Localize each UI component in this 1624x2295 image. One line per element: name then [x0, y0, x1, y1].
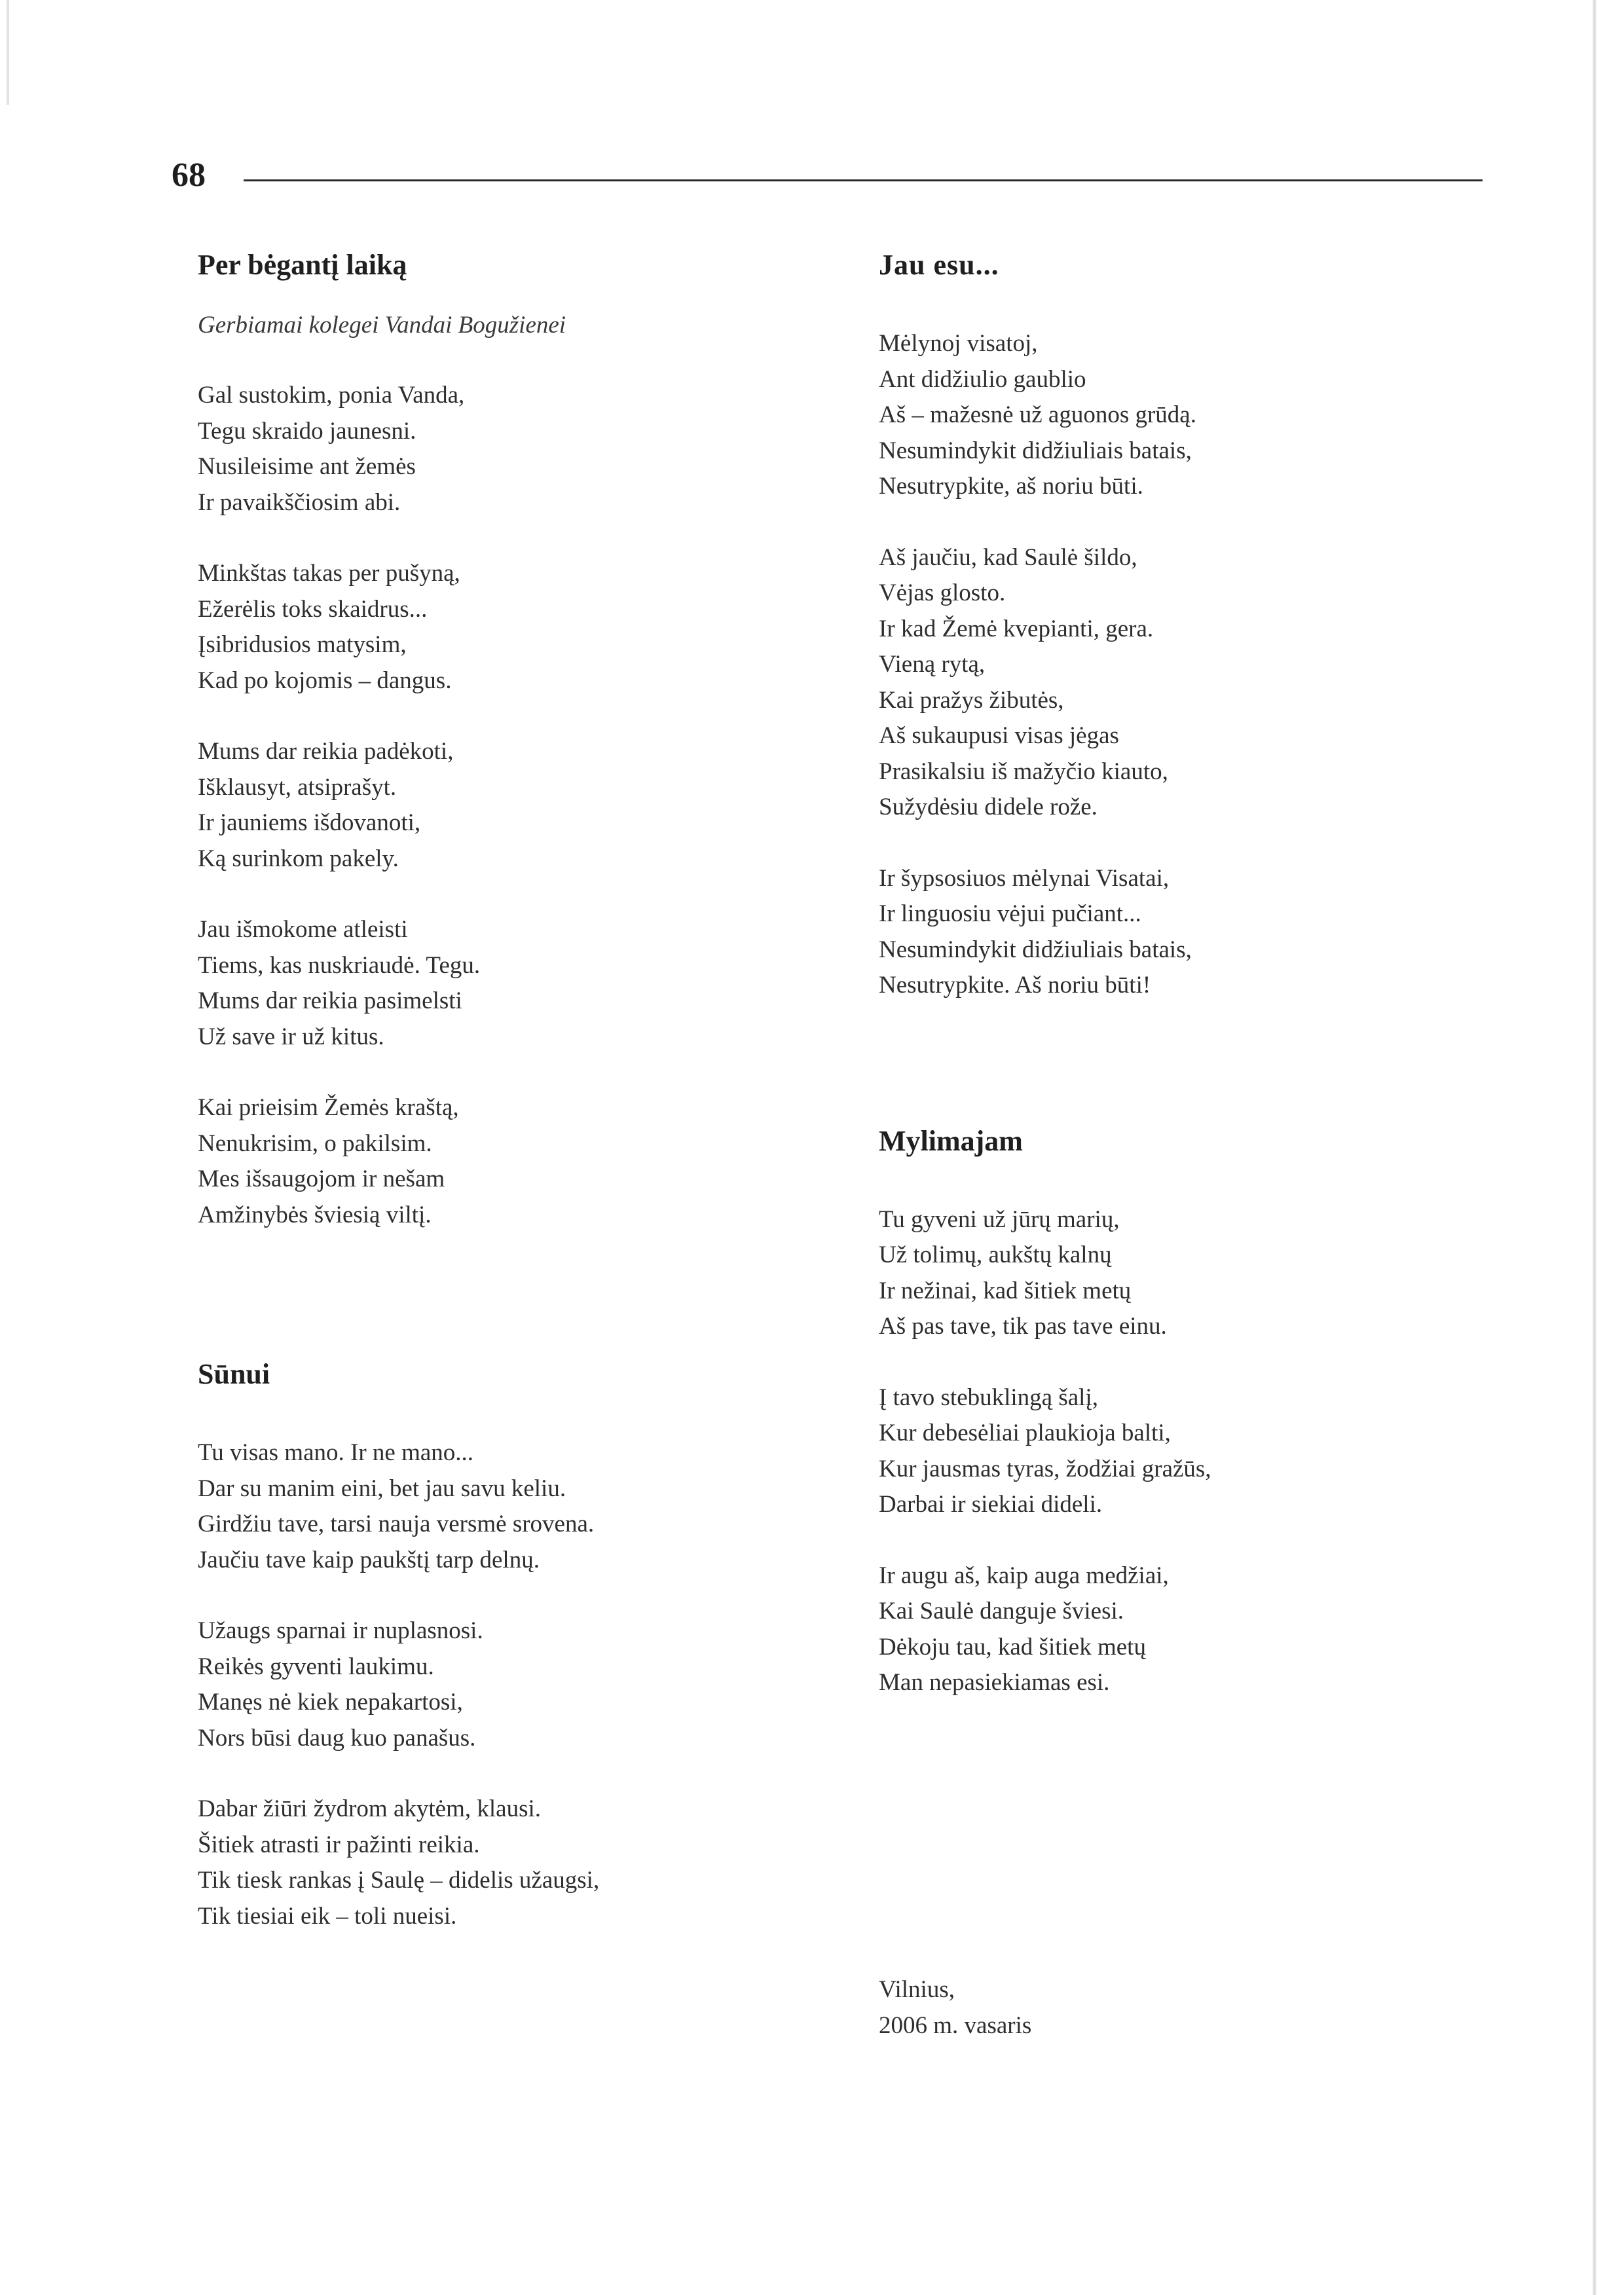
scan-edge-left [7, 0, 9, 105]
verse-line: Aš sukaupusi visas jėgas [879, 722, 1119, 749]
verse-line: Tu gyveni už jūrų marių, [879, 1205, 1120, 1233]
verse-line: Jaučiu tave kaip paukštį tarp delnų. [198, 1546, 540, 1573]
signature [879, 1972, 1031, 2044]
verse-line: Dėkoju tau, kad šitiek metų [879, 1633, 1146, 1661]
signature-place: Vilnius, [879, 1976, 955, 2003]
verse-line: Girdžiu tave, tarsi nauja versmė srovena. [198, 1511, 595, 1537]
verse-line: Nesumindykit didžiuliais batais, [879, 437, 1192, 464]
poem-jau-esu [879, 239, 1468, 1004]
verse-line: Aš pas tave, tik pas tave einu. [879, 1313, 1167, 1340]
verse-line: Dabar žiūri žydrom akytėm, klausi. [198, 1795, 541, 1822]
verse-line: Nors būsi daug kuo panašus. [198, 1724, 476, 1752]
verse-line: Įsibridusios matysim, [198, 631, 407, 658]
verse-line: Ir šypsosiuos mėlynai Visatai, [879, 864, 1170, 892]
verse-line: Vėjas glosto. [879, 579, 1006, 606]
poem-mylimajam [879, 1115, 1468, 1701]
scan-edge-right [1593, 0, 1596, 2295]
stanza [198, 734, 853, 877]
verse-line: Gal sustokim, ponia Vanda, [198, 382, 465, 409]
poem-title: Per bėgantį laiką [198, 249, 407, 281]
verse-line: Mėlynoj visatoj, [879, 330, 1038, 357]
verse-line: Kai prieisim Žemės kraštą, [198, 1094, 459, 1121]
verse-line: Manęs nė kiek nepakartosi, [198, 1689, 463, 1716]
verse-line: Šitiek atrasti ir pažinti reikia. [198, 1831, 480, 1858]
verse-line: Ir nežinai, kad šitiek metų [879, 1277, 1132, 1304]
right-column [879, 239, 1468, 1701]
verse-line: Nesutrypkite, aš noriu būti. [879, 473, 1143, 500]
verse-line: Tik tiesiai eik – toli nueisi. [198, 1902, 457, 1930]
stanza [879, 1558, 1468, 1701]
verse-line: Ir linguosiu vėjui pučiant... [879, 900, 1141, 927]
stanza [879, 1202, 1468, 1345]
verse-line: Kad po kojomis – dangus. [198, 667, 452, 694]
verse-line: Dar su manim eini, bet jau savu keliu. [198, 1475, 566, 1502]
verse-line: Aš jaučiu, kad Saulė šildo, [879, 543, 1137, 571]
verse-line: Ir kad Žemė kvepianti, gera. [879, 615, 1154, 642]
verse-line: Tegu skraido jaunesni. [198, 417, 416, 445]
signature-date: 2006 m. vasaris [879, 2011, 1032, 2039]
verse-line: Ir pavaikščiosim abi. [198, 488, 401, 516]
verse-line: Darbai ir siekiai dideli. [879, 1491, 1103, 1518]
stanza [198, 556, 853, 699]
verse-line: Sužydėsiu didele rože. [879, 794, 1098, 820]
poem-sunui [198, 1348, 853, 1934]
poem-title: Mylimajam [879, 1124, 1023, 1157]
verse-line: Į tavo stebuklingą šalį, [879, 1384, 1098, 1411]
verse-line: Kai pražys žibutės, [879, 686, 1064, 714]
verse-line: Reikės gyventi laukimu. [198, 1653, 434, 1680]
verse-line: Nusileisime ant žemės [198, 453, 416, 480]
verse-line: Amžinybės šviesią viltį. [198, 1201, 432, 1228]
verse-line: Aš – mažesnė už aguonos grūdą. [879, 401, 1196, 428]
verse-line: Išklausyt, atsiprašyt. [198, 773, 397, 801]
verse-line: Tiems, kas nuskriaudė. Tegu. [198, 951, 481, 979]
verse-line: Mums dar reikia padėkoti, [198, 738, 454, 765]
stanza [879, 861, 1468, 1004]
stanza [879, 326, 1468, 505]
verse-line: Užaugs sparnai ir nuplasnosi. [198, 1617, 483, 1644]
left-column [198, 239, 853, 1934]
stanza [198, 1435, 853, 1578]
verse-line: Minkštas takas per pušyną, [198, 560, 460, 587]
page-number: 68 [172, 156, 206, 194]
verse-line: Už tolimų, aukštų kalnų [879, 1241, 1112, 1268]
verse-line: Kur jausmas tyras, žodžiai gražūs, [879, 1455, 1211, 1482]
stanza [198, 1613, 853, 1756]
stanza [198, 1791, 853, 1934]
verse-line: Nenukrisim, o pakilsim. [198, 1129, 432, 1157]
verse-line: Kai Saulė danguje šviesi. [879, 1598, 1124, 1625]
poem-title: Sūnui [198, 1358, 270, 1390]
verse-line: Prasikalsiu iš mažyčio kiauto, [879, 758, 1168, 785]
poem-dedication: Gerbiamai kolegei Vandai Bogužienei [198, 312, 566, 339]
stanza [198, 912, 853, 1055]
header-rule [244, 179, 1483, 181]
stanza [879, 1380, 1468, 1523]
verse-line: Nesumindykit didžiuliais batais, [879, 936, 1192, 963]
verse-line: Tu visas mano. Ir ne mano... [198, 1439, 474, 1466]
verse-line: Kur debesėliai plaukioja balti, [879, 1420, 1171, 1446]
verse-line: Jau išmokome atleisti [198, 916, 408, 943]
stanza [198, 1090, 853, 1233]
verse-line: Mums dar reikia pasimelsti [198, 987, 462, 1014]
verse-line: Mes išsaugojom ir nešam [198, 1166, 445, 1192]
verse-line: Ežerėlis toks skaidrus... [198, 595, 428, 623]
verse-line: Ir augu aš, kaip auga medžiai, [879, 1562, 1169, 1589]
verse-line: Ant didžiulio gaublio [879, 365, 1086, 393]
poem-title: Jau esu... [879, 249, 999, 281]
verse-line: Man nepasiekiamas esi. [879, 1669, 1110, 1696]
poem-per-beganti-laika [198, 239, 853, 1233]
verse-line: Ir jauniems išdovanoti, [198, 809, 421, 836]
verse-line: Už save ir už kitus. [198, 1023, 384, 1050]
verse-line: Tik tiesk rankas į Saulę – didelis užaugsi, [198, 1867, 600, 1894]
stanza [879, 540, 1468, 826]
verse-line: Nesutrypkite. Aš noriu būti! [879, 972, 1151, 999]
verse-line: Vieną rytą, [879, 651, 986, 678]
verse-line: Ką surinkom pakely. [198, 845, 399, 872]
stanza [198, 378, 853, 521]
